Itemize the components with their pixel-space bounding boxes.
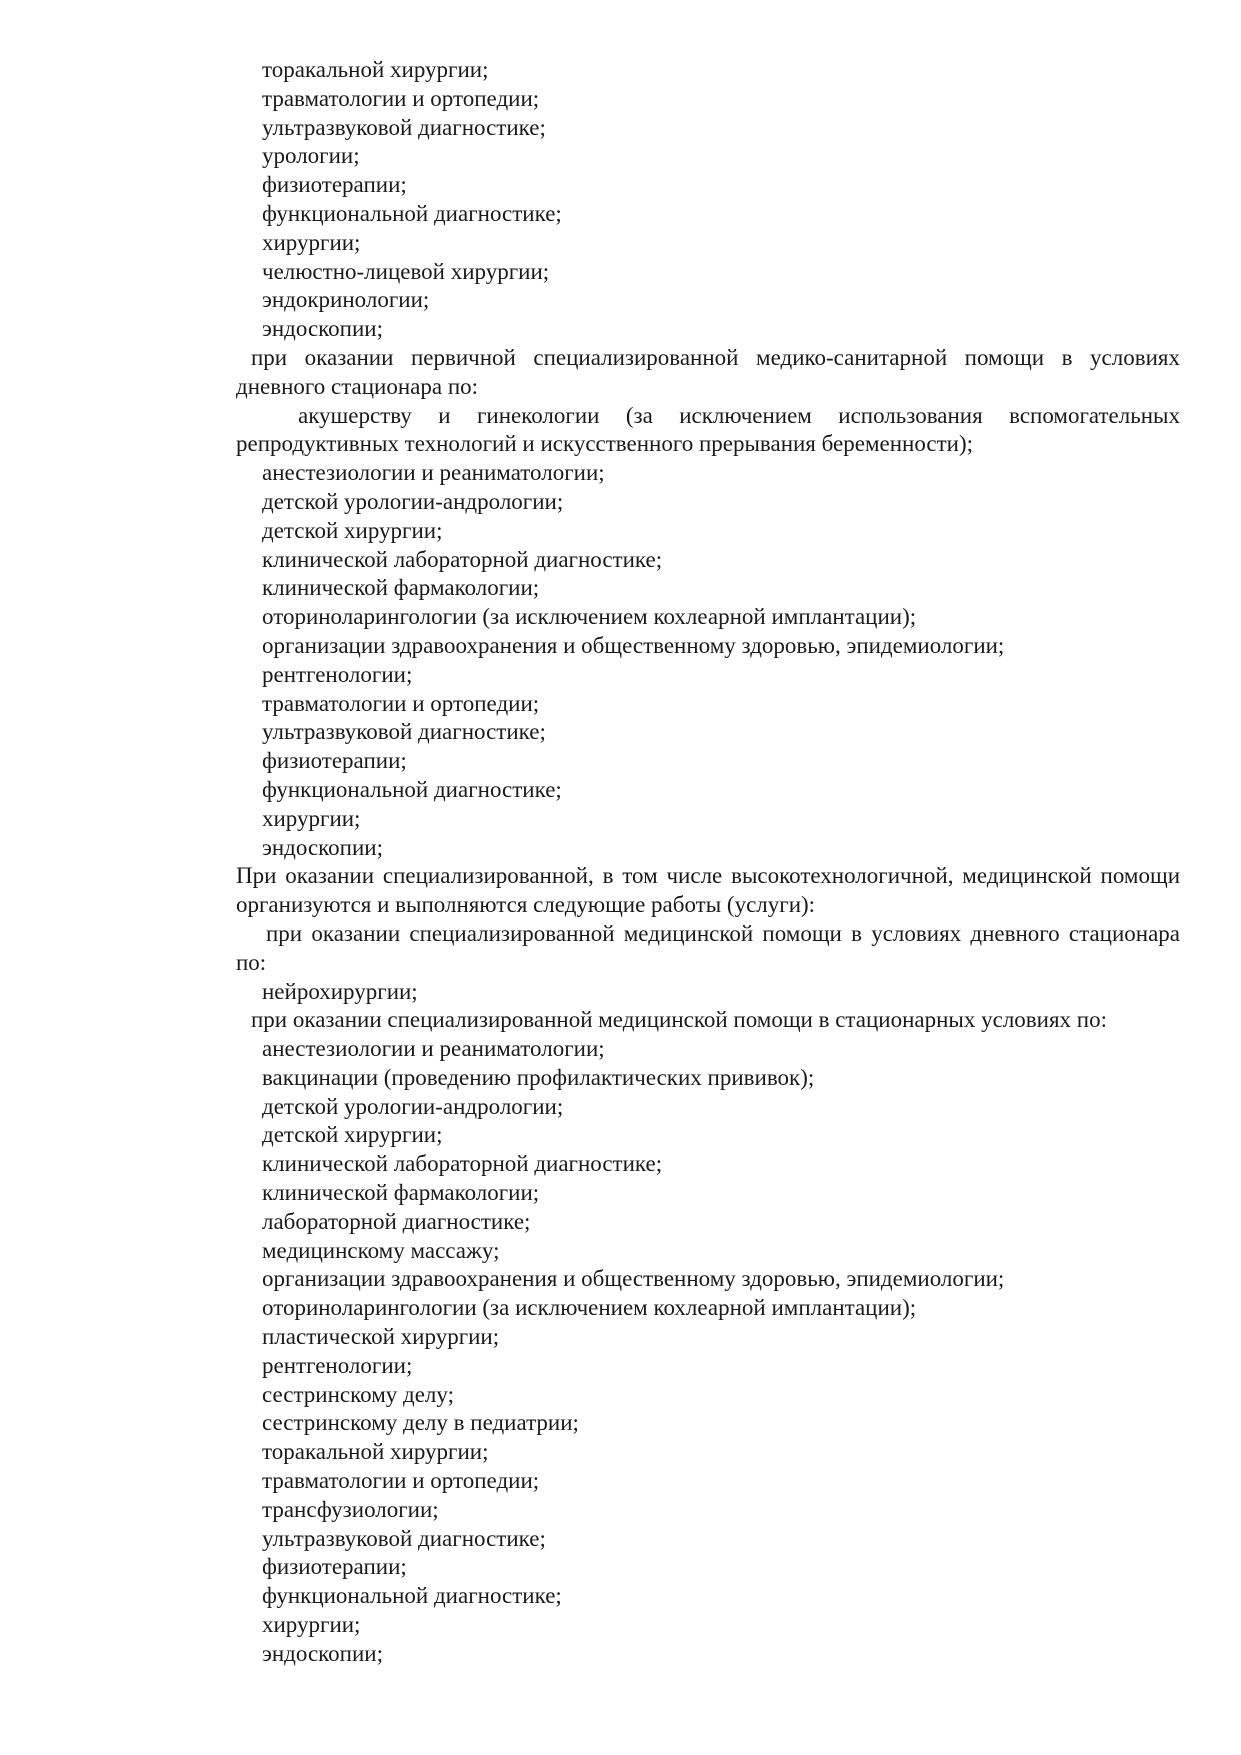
- list-item: вакцинации (проведению профилактических прививок);: [262, 1064, 815, 1090]
- list-item: клинической лабораторной диагностике;: [262, 1151, 663, 1177]
- list-item: клинической лабораторной диагностике;: [262, 546, 663, 572]
- list-item: медицинскому массажу;: [262, 1237, 500, 1263]
- list-item: хирургии;: [262, 229, 361, 255]
- list-item: урологии;: [262, 143, 360, 169]
- list-item: анестезиологии и реаниматологии;: [262, 460, 605, 486]
- list-item: оториноларингологии (за исключением кохлеарной имплантации);: [262, 1295, 917, 1321]
- list-item: эндоскопии;: [262, 1640, 383, 1666]
- list-item: эндоскопии;: [262, 316, 383, 342]
- list-item: эндоскопии;: [262, 834, 383, 860]
- list-item: торакальной хирургии;: [262, 1439, 489, 1465]
- list-item: лабораторной диагностике;: [262, 1208, 531, 1234]
- list-item: организации здравоохранения и общественному здоровью, эпидемиологии;: [262, 1266, 1005, 1292]
- list-item: эндокринологии;: [262, 287, 430, 313]
- list-item: детской хирургии;: [262, 1122, 443, 1148]
- list-item: травматологии и ортопедии;: [262, 1468, 540, 1494]
- list-item: сестринскому делу;: [262, 1381, 454, 1407]
- list-item: физиотерапии;: [262, 172, 407, 198]
- list-item: ультразвуковой диагностике;: [262, 719, 546, 745]
- list-item: физиотерапии;: [262, 748, 407, 774]
- list-item: анестезиологии и реаниматологии;: [262, 1036, 605, 1062]
- list-item: детской урологии-андрологии;: [262, 488, 564, 514]
- list-item: торакальной хирургии;: [262, 57, 489, 82]
- list-item: функциональной диагностике;: [262, 200, 562, 226]
- list-item: рентгенологии;: [262, 1352, 413, 1378]
- list-item: травматологии и ортопедии;: [262, 85, 540, 111]
- list-item: пластической хирургии;: [262, 1324, 500, 1350]
- list-item: функциональной диагностике;: [262, 1583, 562, 1609]
- list-item: детской урологии-андрологии;: [262, 1093, 564, 1119]
- list-item: ультразвуковой диагностике;: [262, 1525, 546, 1551]
- list-item: оториноларингологии (за исключением кохлеарной имплантации);: [262, 604, 917, 630]
- list-item: нейрохирургии;: [262, 978, 418, 1004]
- document-paragraph: при оказании первичной специализированной медико-санитарной помощи в условиях дневного стационара по:: [236, 344, 1180, 399]
- document-paragraph: при оказании специализированной медицинской помощи в условиях дневного стационара по:: [236, 920, 1180, 975]
- list-item: функциональной диагностике;: [262, 776, 562, 802]
- list-item: клинической фармакологии;: [262, 1180, 540, 1206]
- list-item: ультразвуковой диагностике;: [262, 114, 546, 140]
- list-item: клинической фармакологии;: [262, 575, 540, 601]
- list-item: сестринскому делу в педиатрии;: [262, 1410, 579, 1436]
- section-intro-line: при оказании специализированной медицинской помощи в стационарных условиях по:: [251, 1007, 1107, 1033]
- document-paragraph: акушерству и гинекологии (за исключением использования вспомогательных репродуктивных технологий и искусственного прерывания беременности);: [236, 402, 1180, 457]
- list-item: детской хирургии;: [262, 517, 443, 543]
- list-item: травматологии и ортопедии;: [262, 690, 540, 716]
- list-item: рентгенологии;: [262, 661, 413, 687]
- document-paragraph: При оказании специализированной, в том числе высокотехнологичной, медицинской помощи организуются и выполняются следующие работы (услуги):: [236, 863, 1180, 918]
- list-item: хирургии;: [262, 1612, 361, 1638]
- list-item: трансфузиологии;: [262, 1496, 439, 1522]
- list-item: физиотерапии;: [262, 1554, 407, 1580]
- list-item: челюстно-лицевой хирургии;: [262, 258, 550, 284]
- list-item: хирургии;: [262, 805, 361, 831]
- document-page: [236, 56, 1180, 1669]
- list-item: организации здравоохранения и общественному здоровью, эпидемиологии;: [262, 632, 1005, 658]
